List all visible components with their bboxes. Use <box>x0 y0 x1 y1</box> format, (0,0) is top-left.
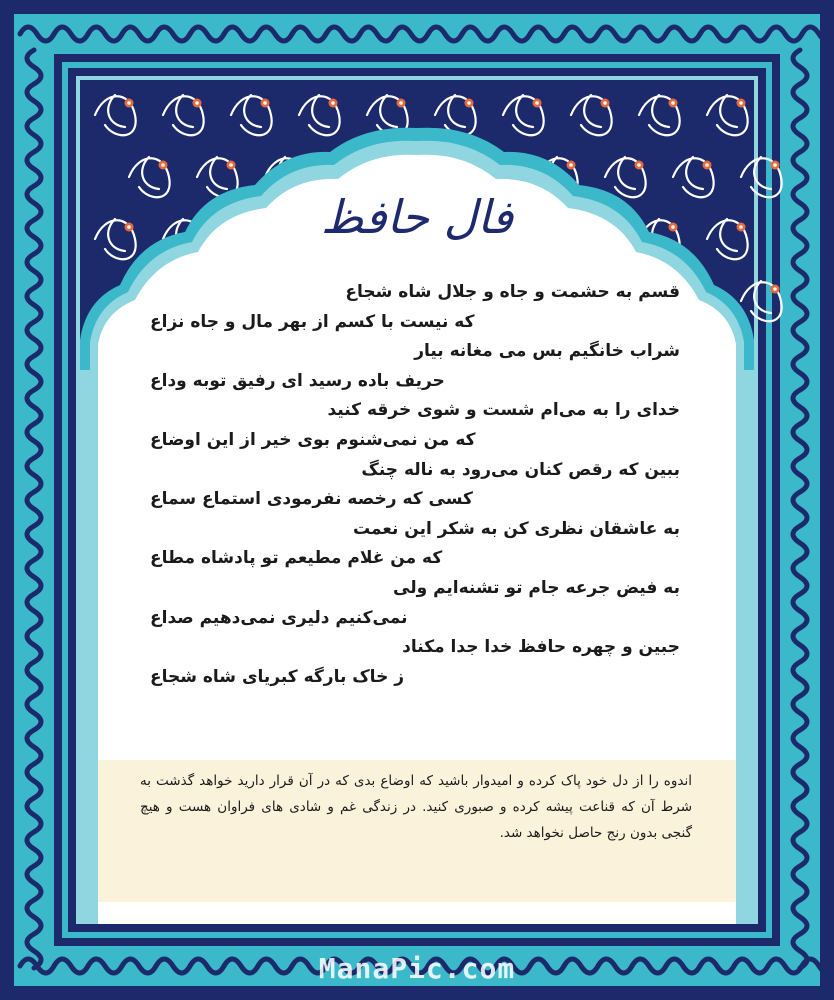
flower-center <box>671 101 675 105</box>
flower-center <box>773 163 777 167</box>
flower-center <box>399 101 403 105</box>
poem-line: که من نمی‌شنوم بوی خیر از این اوضاع <box>150 429 476 450</box>
poem-line: به عاشقان نظری کن به شکر این نعمت <box>352 518 680 539</box>
poem-line: کسی که رخصه نفرمودی استماع سماع <box>150 489 473 510</box>
flower-center <box>637 163 641 167</box>
poem-line: که من غلام مطیعم تو پادشاه مطاع <box>150 548 443 569</box>
flower-center <box>229 163 233 167</box>
flower-center <box>739 101 743 105</box>
poem-line: ببین که رقص کنان می‌رود به ناله چنگ <box>361 459 680 480</box>
poem-line: که نیست با کسم از بهر مال و جاه نزاع <box>150 311 475 332</box>
flower-center <box>535 101 539 105</box>
poem-line: نمی‌کنیم دلیری نمی‌دهیم صداع <box>150 607 408 628</box>
flower-center <box>569 163 573 167</box>
flower-center <box>705 163 709 167</box>
watermark: ManaPic.com <box>318 952 516 985</box>
flower-center <box>263 101 267 105</box>
poem-line: جبین و چهره حافظ خدا جدا مکناد <box>402 637 680 658</box>
flower-center <box>127 101 131 105</box>
flower-center <box>195 101 199 105</box>
poem-line: شراب خانگیم بس می مغانه بیار <box>414 341 680 362</box>
poem-line: خدای را به می‌ام شست و شوی خرقه کنید <box>327 400 680 421</box>
poem-line: ز خاک بارگه کبریای شاه شجاع <box>150 666 405 687</box>
flower-center <box>603 101 607 105</box>
flower-center <box>773 287 777 291</box>
flower-center <box>161 163 165 167</box>
flower-center <box>331 101 335 105</box>
poem-line: حریف باده رسید ای رفیق توبه وداع <box>150 370 445 391</box>
poem-line: به فیض جرعه جام تو تشنه‌ایم ولی <box>393 577 680 598</box>
poem <box>150 278 680 692</box>
poem-line: قسم به حشمت و جاه و جلال شاه شجاع <box>345 282 680 302</box>
interpretation-text: اندوه را از دل خود پاک کرده و امیدوار باشید که اوضاع بدی که در آن قرار دارید خواهد گذشت به شرط آن که قناعت پیشه کرده و صبوری کنید. در زندگی غم و شادی های فراوان هست و هیچ گنجی بدون رنج حاصل نخواهد شد. <box>140 773 692 841</box>
flower-center <box>467 101 471 105</box>
page-title: فال حافظ <box>320 190 514 244</box>
